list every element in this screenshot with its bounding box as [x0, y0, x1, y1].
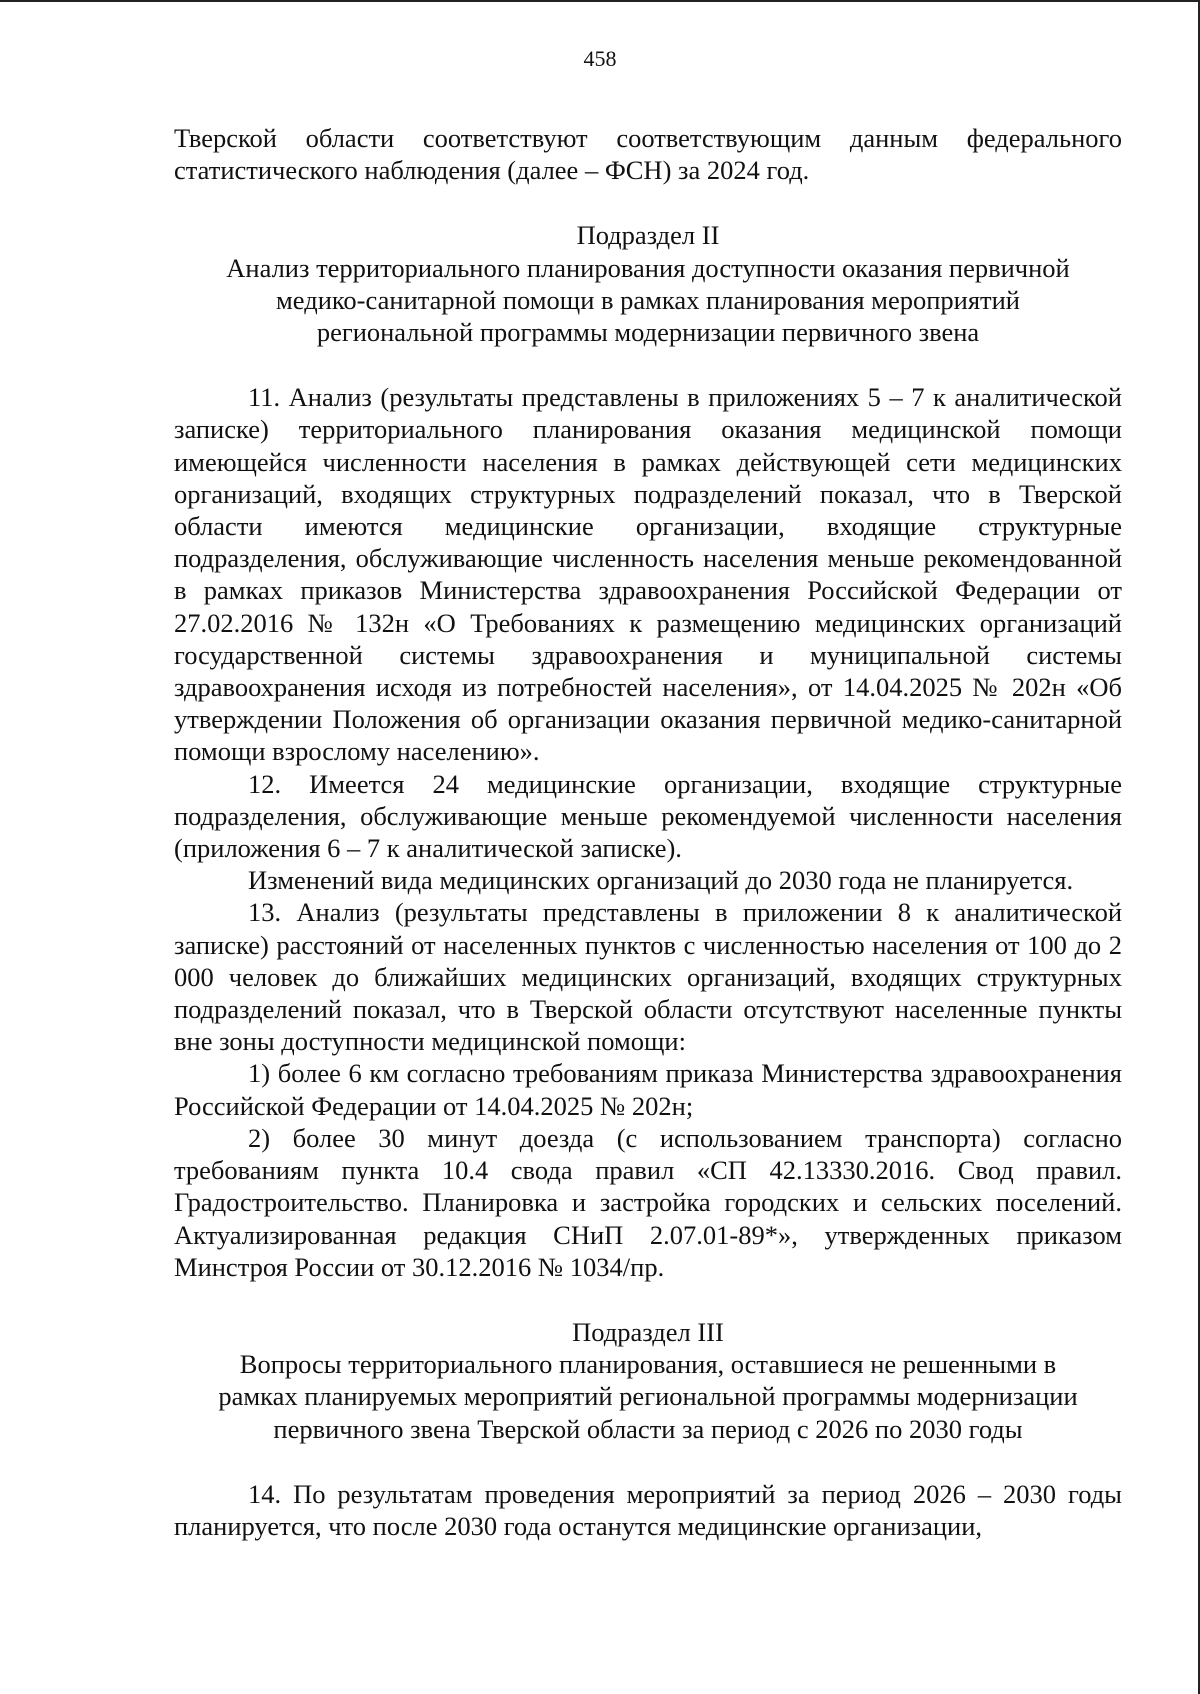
spacer — [174, 186, 1122, 219]
subsection-3-heading — [174, 1316, 1122, 1445]
subsection-3-label: Подраздел III — [572, 1316, 724, 1347]
document-body — [174, 122, 1122, 1542]
page-number: 458 — [583, 46, 617, 71]
subsection-2-label: Подраздел II — [576, 220, 720, 251]
subsection-2-title-line-1: Анализ территориального планирования доступности оказания первичной — [226, 252, 1070, 283]
paragraph-13-item-1: 1) более 6 км согласно требованиям приказа Министерства здравоохранения Российской Федерации от 14.04.2025 № 202н; — [174, 1058, 1122, 1121]
subsection-2-heading — [174, 219, 1122, 348]
subsection-2-title-line-2: медико-санитарной помощи в рамках планирования мероприятий — [276, 284, 1020, 315]
intro-paragraph: Тверской области соответствуют соответствующим данным федерального статистического наблюдения (далее – ФСН) за 2024 год. — [174, 123, 1122, 186]
paragraph-11: 11. Анализ (результаты представлены в приложениях 5 – 7 к аналитической записке) территориального планирования оказания медицинской помощи имеющейся численности населения в рамках действующей сети медицинских организаций, входящих структурных подразделений показал, что в Тверской области имеются медицинские организации, входящие структурные подразделения, обслуживающие численность населения меньше рекомендованной в рамках приказов Министерства здравоохранения Российской Федерации от 27.02.2016 № 132н «О Требованиях к размещению медицинских организаций государственной системы здравоохранения и муниципальной системы здравоохранения исходя из потребностей населения», от 14.04.2025 № 202н «Об утверждении Положения об организации оказания первичной медико-санитарной помощи взрослому населению». — [174, 382, 1122, 767]
spacer — [174, 1445, 1122, 1478]
spacer — [174, 348, 1122, 381]
paragraph-13: 13. Анализ (результаты представлены в приложении 8 к аналитической записке) расстояний от населенных пунктов с численностью населения от 100 до 2 000 человек до ближайших медицинских организаций, входящих структурных подразделений показал, что в Тверской области отсутствуют населенные пункты вне зоны доступности медицинской помощи: — [174, 897, 1122, 1057]
subsection-3-title-line-1: Вопросы территориального планирования, оставшиеся не решенными в — [239, 1349, 1057, 1380]
paragraph-12: 12. Имеется 24 медицинские организации, входящие структурные подразделения, обслуживающие меньше рекомендуемой численности населения (приложения 6 – 7 к аналитической записке). — [174, 768, 1122, 864]
spacer — [174, 1283, 1122, 1316]
subsection-2-title-line-3: региональной программы модернизации первичного звена — [316, 317, 980, 348]
subsection-3-title-line-2: рамках планируемых мероприятий региональной программы модернизации — [218, 1381, 1078, 1412]
paragraph-14: 14. По результатам проведения мероприятий за период 2026 – 2030 годы планируется, что после 2030 года останутся медицинские организации, — [174, 1478, 1122, 1541]
paragraph-13-item-2: 2) более 30 минут доезда (с использованием транспорта) согласно требованиям пункта 10.4 свода правил «СП 42.13330.2016. Свод правил. Градостроительство. Планировка и застройка городских и сельских поселений. Актуализированная редакция СНиП 2.07.01-89*», утвержденных приказом Минстроя России от 30.12.2016 № 1034/пр. — [174, 1122, 1122, 1282]
paragraph-12-note: Изменений вида медицинских организаций до 2030 года не планируется. — [248, 865, 1074, 896]
subsection-3-title-line-3: первичного звена Тверской области за период с 2026 по 2030 годы — [273, 1413, 1023, 1444]
